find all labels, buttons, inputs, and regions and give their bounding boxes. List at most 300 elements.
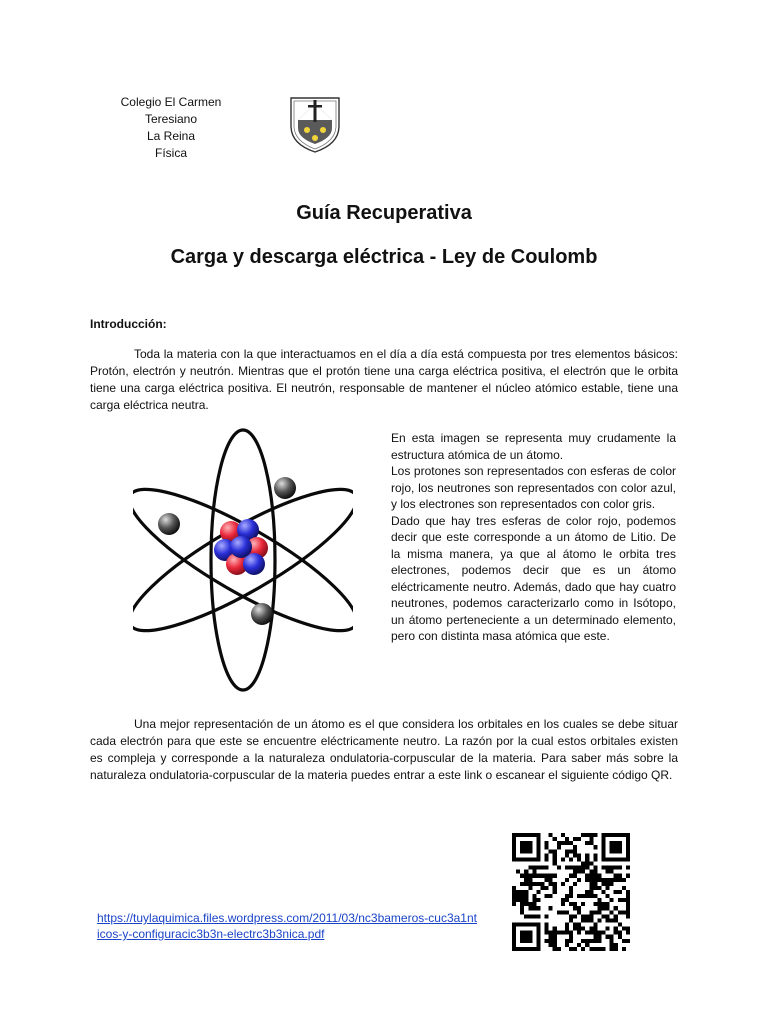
qr-module (528, 906, 532, 910)
qr-module (528, 886, 532, 890)
qr-module (520, 906, 524, 910)
qr-module (536, 890, 540, 894)
qr-module (528, 947, 532, 951)
qr-module (528, 939, 532, 943)
qr-module (606, 857, 610, 861)
qr-module (622, 939, 626, 943)
atom-description-line: Los protones son representados con esferas de color rojo, los neutrones son representados con color azul, y los electrones son representados con color gris. (391, 464, 676, 511)
qr-module (569, 935, 573, 939)
qr-module (557, 866, 561, 870)
qr-module (512, 894, 516, 898)
qr-module (577, 931, 581, 935)
qr-module (520, 833, 524, 837)
qr-module (569, 849, 573, 853)
qr-module (569, 902, 573, 906)
qr-module (569, 886, 573, 890)
qr-module (524, 857, 528, 861)
qr-module (524, 870, 528, 874)
qr-module (524, 882, 528, 886)
school-name: Colegio El Carmen Teresiano (120, 95, 222, 126)
neutron (230, 536, 252, 558)
qr-module (606, 914, 610, 918)
qr-module (597, 931, 601, 935)
qr-module (516, 898, 520, 902)
qr-module (536, 943, 540, 947)
qr-module (597, 874, 601, 878)
qr-module (553, 882, 557, 886)
qr-module (545, 894, 549, 898)
qr-module (512, 849, 516, 853)
qr-module (532, 882, 536, 886)
qr-module (545, 931, 549, 935)
qr-module (593, 857, 597, 861)
qr-module (512, 939, 516, 943)
qr-module (520, 882, 524, 886)
qr-module (626, 853, 630, 857)
qr-module (524, 878, 528, 882)
qr-module (577, 910, 581, 914)
school-crest-icon (288, 92, 342, 154)
qr-module (602, 857, 606, 861)
qr-module (618, 931, 622, 935)
orbitals-paragraph: Una mejor representación de un átomo es el que considera los orbitales en los cuales se debe situar cada electrón para que este se encuentre eléctricamente neutro. La razón por la cual estos orbitales existen es compleja y corresponde a la naturaleza ondulatoria-corpuscular de la materia. Para saber más sobre la naturaleza ondulatoria-corpuscular de la materia puedes entrar a este link o escanear el siguiente código QR. (90, 717, 678, 782)
qr-module (573, 849, 577, 853)
qr-module (520, 939, 524, 943)
qr-module (602, 845, 606, 849)
qr-module (532, 857, 536, 861)
qr-module (536, 931, 540, 935)
qr-module (606, 833, 610, 837)
qr-module (614, 947, 618, 951)
qr-module (606, 902, 610, 906)
qr-module (602, 866, 606, 870)
qr-module (577, 853, 581, 857)
qr-module (512, 833, 516, 837)
qr-module (540, 886, 544, 890)
qr-module (626, 857, 630, 861)
qr-module (557, 931, 561, 935)
qr-module (614, 931, 618, 935)
qr-module (606, 894, 610, 898)
qr-module (606, 882, 610, 886)
qr-module (589, 861, 593, 865)
qr-module (545, 853, 549, 857)
qr-module (536, 841, 540, 845)
qr-module (581, 939, 585, 943)
qr-module (597, 886, 601, 890)
atom-description-line: En esta imagen se representa muy crudamente la estructura atómica de un átomo. (391, 431, 676, 462)
electron (158, 513, 180, 535)
qr-module (602, 849, 606, 853)
qr-module (528, 931, 532, 935)
qr-module (565, 894, 569, 898)
qr-module (520, 898, 524, 902)
qr-module (569, 914, 573, 918)
qr-module (553, 890, 557, 894)
qr-module (589, 870, 593, 874)
qr-module (593, 894, 597, 898)
qr-module (565, 866, 569, 870)
qr-module (597, 935, 601, 939)
qr-module (573, 845, 577, 849)
qr-module (565, 943, 569, 947)
qr-module (528, 923, 532, 927)
qr-module (553, 939, 557, 943)
qr-module (520, 841, 524, 845)
qr-module (602, 947, 606, 951)
qr-module (512, 845, 516, 849)
qr-module (516, 833, 520, 837)
qr-module (622, 886, 626, 890)
qr-module (536, 866, 540, 870)
qr-module (610, 910, 614, 914)
qr-module (532, 947, 536, 951)
qr-module (532, 894, 536, 898)
qr-module (622, 878, 626, 882)
qr-module (585, 833, 589, 837)
qr-module (585, 939, 589, 943)
qr-module (512, 853, 516, 857)
qr-module (626, 841, 630, 845)
qr-module (610, 866, 614, 870)
qr-module (516, 870, 520, 874)
qr-module (573, 947, 577, 951)
qr-module (528, 833, 532, 837)
qr-module (524, 898, 528, 902)
qr-module (577, 866, 581, 870)
qr-module (516, 923, 520, 927)
qr-module (528, 902, 532, 906)
qr-module (520, 849, 524, 853)
qr-module (524, 923, 528, 927)
qr-module (618, 910, 622, 914)
qr-module (532, 902, 536, 906)
qr-module (589, 878, 593, 882)
qr-code-icon[interactable] (512, 833, 630, 951)
qr-module (622, 898, 626, 902)
qr-module (626, 849, 630, 853)
qr-module (577, 837, 581, 841)
qr-module (618, 878, 622, 882)
qr-module (565, 923, 569, 927)
qr-module (553, 935, 557, 939)
qr-module (581, 861, 585, 865)
qr-module (561, 833, 565, 837)
qr-module (520, 947, 524, 951)
qr-module (561, 882, 565, 886)
intro-label: Introducción: (90, 317, 167, 331)
qr-module (614, 878, 618, 882)
qr-module (614, 857, 618, 861)
qr-module (581, 866, 585, 870)
qr-module (577, 878, 581, 882)
qr-module (581, 914, 585, 918)
qr-module (589, 894, 593, 898)
qr-module (618, 833, 622, 837)
qr-module (602, 878, 606, 882)
qr-module (589, 841, 593, 845)
qr-module (545, 923, 549, 927)
qr-module (602, 931, 606, 935)
qr-module (622, 833, 626, 837)
qr-module (585, 874, 589, 878)
qr-module (520, 931, 524, 935)
qr-module (585, 841, 589, 845)
qr-module (512, 931, 516, 935)
qr-module (618, 923, 622, 927)
qr-module (532, 923, 536, 927)
qr-module (549, 943, 553, 947)
qr-module (614, 914, 618, 918)
qr-module (528, 935, 532, 939)
qr-module (528, 849, 532, 853)
qr-module (520, 910, 524, 914)
qr-module (573, 902, 577, 906)
qr-module (549, 874, 553, 878)
qr-module (528, 882, 532, 886)
qr-module (581, 833, 585, 837)
qr-module (528, 874, 532, 878)
qr-module (573, 882, 577, 886)
qr-module (610, 833, 614, 837)
qr-module (606, 878, 610, 882)
qr-module (549, 833, 553, 837)
qr-module (581, 870, 585, 874)
qr-module (610, 898, 614, 902)
qr-module (532, 870, 536, 874)
qr-module (549, 935, 553, 939)
qr-module (614, 927, 618, 931)
qr-module (589, 947, 593, 951)
electron (251, 603, 273, 625)
qr-module (597, 898, 601, 902)
qr-module (516, 947, 520, 951)
qr-module (626, 902, 630, 906)
qr-module (545, 927, 549, 931)
qr-module (622, 910, 626, 914)
qr-module (573, 906, 577, 910)
qr-module (573, 874, 577, 878)
qr-module (545, 845, 549, 849)
qr-module (540, 874, 544, 878)
qr-module (553, 861, 557, 865)
qr-module (589, 931, 593, 935)
qr-module (536, 845, 540, 849)
qr-module (622, 857, 626, 861)
qr-module (557, 845, 561, 849)
qr-module (606, 906, 610, 910)
electron (274, 477, 296, 499)
qr-module (561, 931, 565, 935)
qr-module (577, 870, 581, 874)
qr-module (565, 927, 569, 931)
qr-module (524, 841, 528, 845)
qr-module (626, 874, 630, 878)
qr-module (524, 845, 528, 849)
qr-module (569, 939, 573, 943)
qr-module (536, 874, 540, 878)
qr-module (602, 841, 606, 845)
qr-module (553, 849, 557, 853)
qr-module (569, 874, 573, 878)
qr-module (524, 894, 528, 898)
atom-illustration (133, 426, 353, 694)
qr-module (597, 939, 601, 943)
qr-module (577, 894, 581, 898)
qr-module (532, 906, 536, 910)
qr-module (569, 841, 573, 845)
qr-module (589, 886, 593, 890)
qr-module (593, 866, 597, 870)
qr-module (524, 874, 528, 878)
qr-module (614, 833, 618, 837)
qr-module (585, 878, 589, 882)
qr-module (549, 906, 553, 910)
qr-module (545, 886, 549, 890)
qr-module (569, 857, 573, 861)
qr-module (540, 866, 544, 870)
qr-module (524, 939, 528, 943)
qr-module (520, 890, 524, 894)
qr-module (536, 882, 540, 886)
qr-module (610, 849, 614, 853)
qr-module (553, 947, 557, 951)
qr-module (585, 861, 589, 865)
qr-module (561, 898, 565, 902)
qr-module (577, 906, 581, 910)
qr-module (593, 886, 597, 890)
qr-module (545, 874, 549, 878)
qr-module (610, 935, 614, 939)
qr-module (516, 894, 520, 898)
qr-module (589, 910, 593, 914)
qr-module (573, 914, 577, 918)
qr-module (593, 923, 597, 927)
qr-module (528, 866, 532, 870)
qr-module (618, 935, 622, 939)
qr-module (597, 918, 601, 922)
qr-module (561, 841, 565, 845)
qr-module (536, 927, 540, 931)
page-subtitle: Carga y descarga eléctrica - Ley de Coulomb (170, 246, 598, 268)
qr-module (536, 935, 540, 939)
qr-module (593, 878, 597, 882)
qr-module (573, 923, 577, 927)
qr-module (585, 890, 589, 894)
qr-module (614, 874, 618, 878)
qr-module (545, 866, 549, 870)
qr-module (512, 927, 516, 931)
qr-module (614, 906, 618, 910)
qr-module (553, 943, 557, 947)
qr-module (536, 833, 540, 837)
qr-module (569, 894, 573, 898)
qr-module (610, 841, 614, 845)
qr-module (602, 833, 606, 837)
atom-description (391, 430, 676, 645)
qr-module (512, 902, 516, 906)
qr-module (545, 939, 549, 943)
qr-module (585, 866, 589, 870)
qr-module (602, 902, 606, 906)
qr-module (585, 853, 589, 857)
qr-module (581, 947, 585, 951)
qr-module (589, 874, 593, 878)
qr-module (565, 837, 569, 841)
qr-module (622, 927, 626, 931)
qr-module (512, 947, 516, 951)
qr-module (512, 923, 516, 927)
qr-module (536, 849, 540, 853)
qr-module (626, 927, 630, 931)
qr-module (593, 882, 597, 886)
qr-module (610, 878, 614, 882)
qr-module (593, 845, 597, 849)
qr-module (614, 849, 618, 853)
qr-module (606, 918, 610, 922)
qr-module (536, 914, 540, 918)
qr-module (569, 931, 573, 935)
qr-module (626, 898, 630, 902)
qr-module (520, 874, 524, 878)
qr-module (565, 878, 569, 882)
qr-module (589, 882, 593, 886)
qr-module (565, 849, 569, 853)
nucleus (214, 519, 268, 575)
qr-module (577, 943, 581, 947)
qr-module (549, 931, 553, 935)
reference-link[interactable]: https://tuylaquimica.files.wordpress.com/2011/03/nc3bameros-cuc3a1nticos-y-configuracic3b3n-electrc3b3nica.pdf (97, 911, 477, 941)
qr-module (561, 910, 565, 914)
qr-module (577, 857, 581, 861)
qr-module (532, 866, 536, 870)
qr-module (524, 890, 528, 894)
qr-module (626, 910, 630, 914)
qr-module (581, 894, 585, 898)
qr-module (524, 849, 528, 853)
qr-module (532, 898, 536, 902)
qr-module (618, 890, 622, 894)
qr-module (528, 845, 532, 849)
qr-module (618, 898, 622, 902)
qr-module (581, 902, 585, 906)
qr-module (585, 918, 589, 922)
qr-module (565, 939, 569, 943)
qr-module (565, 853, 569, 857)
qr-module (626, 890, 630, 894)
qr-module (545, 914, 549, 918)
qr-module (602, 853, 606, 857)
qr-module (593, 853, 597, 857)
qr-module (569, 866, 573, 870)
qr-module (585, 857, 589, 861)
qr-module (536, 853, 540, 857)
qr-module (606, 870, 610, 874)
qr-module (597, 878, 601, 882)
qr-module (524, 833, 528, 837)
qr-module (614, 845, 618, 849)
atom-description-line: Dado que hay tres esferas de color rojo, podemos decir que este corresponde a un átomo de Litio. De la misma manera, ya que al átomo le orbita tres electrones, podemos decir que es un átomo eléctricamente neutro. Además, dado que hay cuatro neutrones, podemos caracterizarlo como in Isótopo, un átomo perteneciente a un determinado elemento, pero con distinta masa atómica que este. (391, 513, 676, 643)
qr-module (512, 943, 516, 947)
qr-module (553, 853, 557, 857)
qr-module (593, 902, 597, 906)
qr-module (569, 890, 573, 894)
qr-module (520, 935, 524, 939)
qr-module (545, 878, 549, 882)
qr-module (589, 833, 593, 837)
qr-module (618, 841, 622, 845)
qr-module (532, 914, 536, 918)
